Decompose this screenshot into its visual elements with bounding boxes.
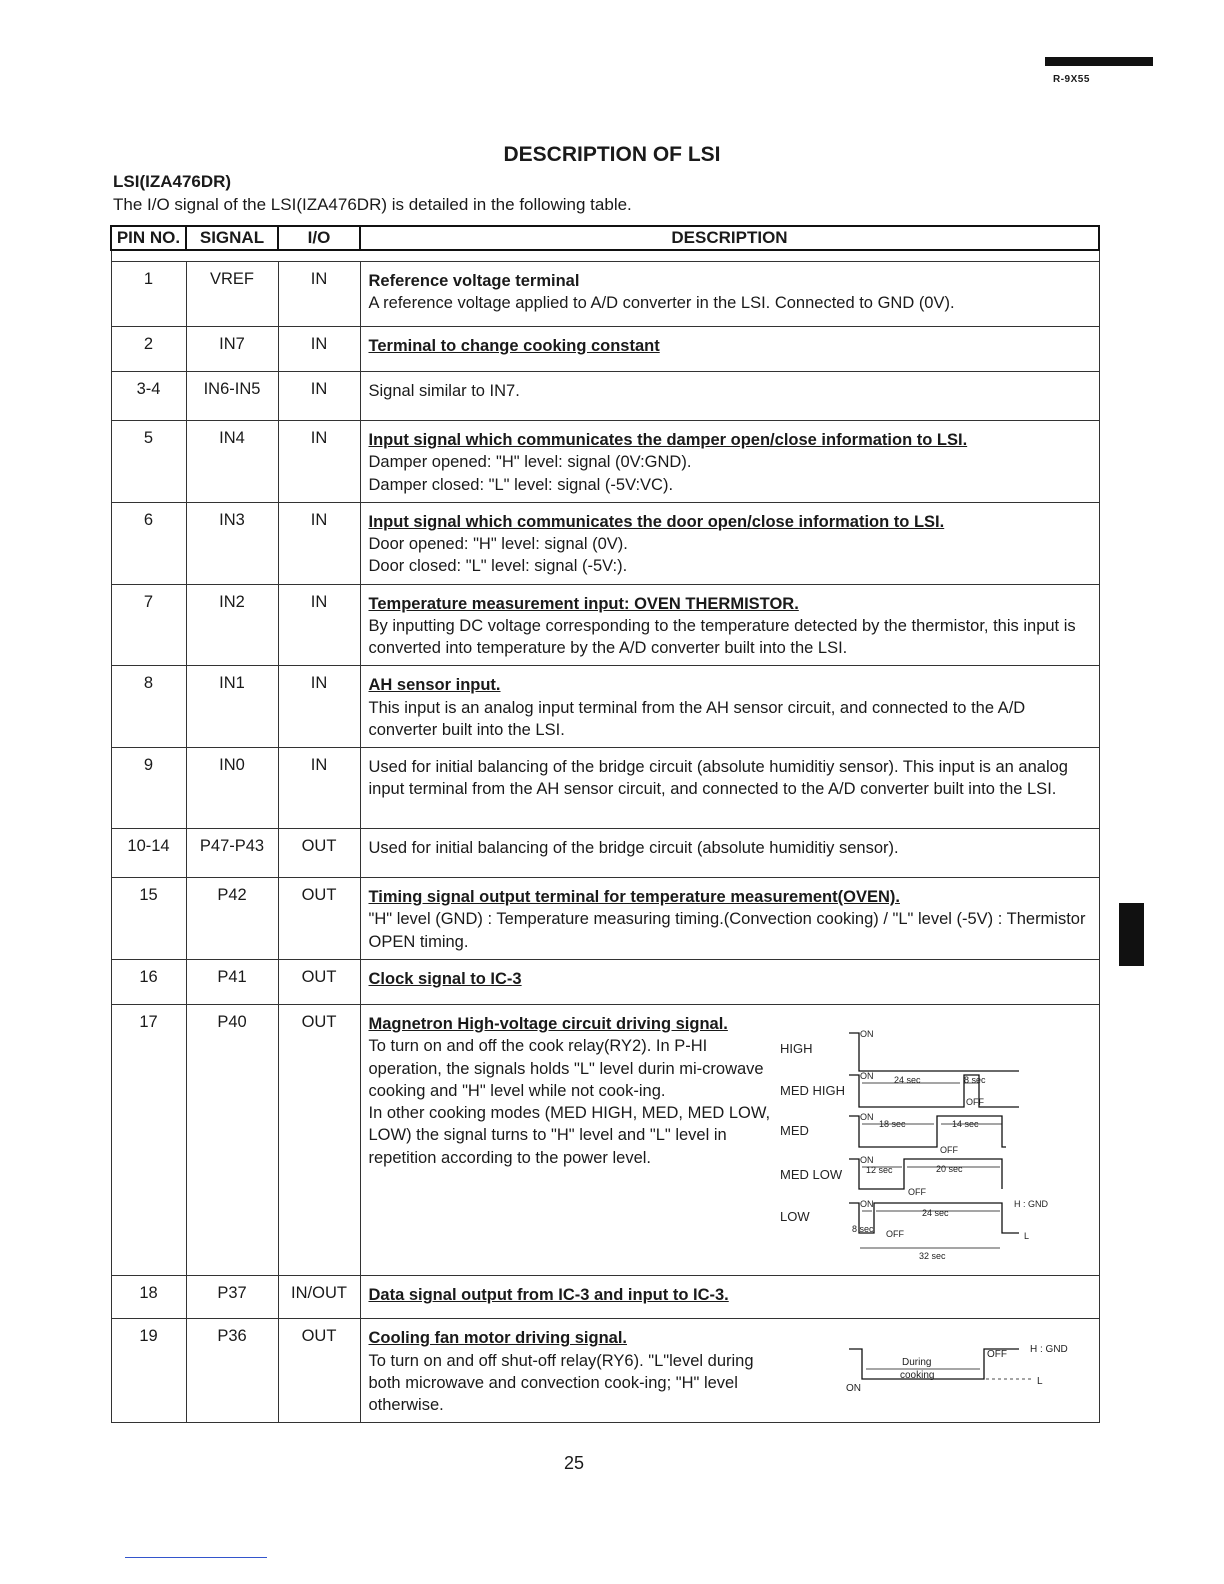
page-title: DESCRIPTION OF LSI <box>503 143 721 166</box>
fan-timing-chart <box>774 1327 1074 1397</box>
pin-cell: 15 <box>111 878 186 960</box>
signal-cell: IN2 <box>186 584 278 666</box>
io-cell: IN <box>278 327 360 372</box>
timing-on-label: ON <box>859 1070 873 1081</box>
pin-cell: 16 <box>111 959 186 1004</box>
description-cell <box>360 878 1099 960</box>
description-cell <box>360 262 1099 327</box>
row-heading: Reference voltage terminal <box>368 272 580 290</box>
io-cell: OUT <box>278 878 360 960</box>
signal-cell: IN6-IN5 <box>186 372 278 421</box>
col-header-signal: SIGNAL <box>186 226 278 250</box>
row-heading: Magnetron High-voltage circuit driving signal. <box>368 1014 728 1033</box>
timing-value: 32 sec <box>918 1250 946 1261</box>
pin-cell: 8 <box>111 666 186 748</box>
io-cell: IN <box>278 748 360 829</box>
io-cell: IN <box>278 262 360 327</box>
pin-cell: 5 <box>111 421 186 503</box>
signal-cell: P47-P43 <box>186 829 278 878</box>
row-heading: Timing signal output terminal for temperature measurement(OVEN). <box>368 888 900 907</box>
side-tab-marker <box>1119 903 1144 966</box>
table-row <box>111 959 1099 1004</box>
io-cell: IN <box>278 372 360 421</box>
signal-cell: P42 <box>186 878 278 960</box>
model-number: R-9X55 <box>1053 74 1090 85</box>
timing-off-label: OFF <box>965 1096 984 1107</box>
timing-h-gnd: H : GND <box>1013 1198 1048 1209</box>
section-subtitle: LSI(IZA476DR) <box>113 172 232 191</box>
bottom-rule <box>125 1557 267 1558</box>
signal-cell: P36 <box>186 1319 278 1423</box>
row-text: To turn on and off shut-off relay(RY6). "L"level during both microwave and convection cook-ing; "H" level otherwise. <box>368 1351 754 1415</box>
row-heading: Cooling fan motor driving signal. <box>368 1329 627 1348</box>
pin-cell: 18 <box>111 1276 186 1319</box>
description-cell <box>360 1276 1099 1319</box>
fan-l: L <box>1036 1376 1043 1388</box>
row-heading: Data signal output from IC-3 and input to IC-3. <box>368 1286 729 1305</box>
row-heading: AH sensor input. <box>368 676 501 695</box>
pin-cell: 3-4 <box>111 372 186 421</box>
pin-cell: 6 <box>111 502 186 584</box>
col-header-io: I/O <box>278 226 360 250</box>
row-text: A reference voltage applied to A/D converter in the LSI. Connected to GND (0V). <box>368 294 955 313</box>
timing-value: 20 sec <box>935 1163 963 1174</box>
fan-h-gnd: H : GND <box>1029 1344 1068 1356</box>
row-heading: Input signal which communicates the door open/close information to LSI. <box>368 512 945 531</box>
pin-cell: 9 <box>111 748 186 829</box>
row-text: By inputting DC voltage corresponding to the temperature detected by the thermistor, this input is converted into temperature by the A/D converter built into the LSI. <box>368 616 1076 658</box>
description-cell <box>360 1319 1099 1423</box>
description-cell <box>360 666 1099 748</box>
timing-level-high: HIGH <box>779 1040 812 1056</box>
row-text: "H" level (GND) : Temperature measuring timing.(Convection cooking) / "L" level (-5V) : Thermistor OPEN timing. <box>368 910 1086 951</box>
fan-off-label: OFF <box>986 1349 1007 1361</box>
timing-on-label: ON <box>859 1028 873 1039</box>
table-row <box>111 327 1099 372</box>
timing-on-label: ON <box>859 1111 873 1122</box>
table-row <box>111 372 1099 421</box>
table-row <box>111 748 1099 829</box>
signal-cell: IN1 <box>186 666 278 748</box>
row-text: Damper closed: "L" level: signal (-5V:VC). <box>368 475 674 494</box>
signal-cell: P37 <box>186 1276 278 1319</box>
timing-value: 8 sec <box>851 1223 874 1234</box>
row-text: This input is an analog input terminal from the AH sensor circuit, and connected to the A/D converter built into the LSI. <box>368 698 1026 739</box>
description-cell <box>360 421 1099 503</box>
timing-on-label: ON <box>859 1198 873 1209</box>
table-row <box>111 1276 1099 1319</box>
fan-during-label: During <box>901 1357 931 1369</box>
pin-cell: 1 <box>111 262 186 327</box>
timing-level-med-high: MED HIGH <box>779 1082 845 1098</box>
row-heading: Input signal which communicates the damper open/close information to LSI. <box>368 431 968 449</box>
pin-cell: 2 <box>111 327 186 372</box>
table-row <box>111 1004 1099 1275</box>
signal-cell: IN7 <box>186 327 278 372</box>
timing-value: 14 sec <box>951 1118 979 1129</box>
io-cell: OUT <box>278 829 360 878</box>
intro-text: The I/O signal of the LSI(IZA476DR) is detailed in the following table. <box>113 195 632 214</box>
page-number: 25 <box>563 1453 585 1473</box>
timing-l: L <box>1023 1230 1029 1241</box>
row-text: To turn on and off the cook relay(RY2). In P-HI operation, the signals holds "L" level durin mi-crowave cooking and "H" level while not cook-ing. <box>368 1037 764 1100</box>
row-heading: Temperature measurement input: OVEN THERMISTOR. <box>368 594 799 613</box>
signal-cell: P40 <box>186 1004 278 1275</box>
io-cell: IN/OUT <box>278 1276 360 1319</box>
fan-cooking-label: cooking <box>899 1370 934 1382</box>
timing-value: 8 sec <box>963 1074 986 1085</box>
timing-value: 12 sec <box>865 1164 893 1175</box>
lsi-table <box>110 225 1100 1423</box>
timing-value: 24 sec <box>893 1074 921 1085</box>
timing-level-med-low: MED LOW <box>779 1166 842 1182</box>
timing-off-label: OFF <box>907 1186 926 1197</box>
signal-cell: IN0 <box>186 748 278 829</box>
col-header-description: DESCRIPTION <box>360 226 1099 250</box>
magnetron-timing-chart <box>774 1013 1074 1263</box>
description-cell <box>360 829 1099 878</box>
table-header-row <box>111 226 1099 250</box>
timing-level-med: MED <box>779 1122 809 1138</box>
signal-cell: VREF <box>186 262 278 327</box>
table-row <box>111 829 1099 878</box>
row-text: Used for initial balancing of the bridge circuit (absolute humiditiy sensor). <box>368 839 899 858</box>
description-cell <box>360 1004 1099 1275</box>
timing-value: 24 sec <box>921 1207 949 1218</box>
table-row <box>111 502 1099 584</box>
timing-off-label: OFF <box>885 1228 904 1239</box>
io-cell: OUT <box>278 1004 360 1275</box>
pin-cell: 7 <box>111 584 186 666</box>
header-bar <box>1045 57 1153 66</box>
row-text: Door opened: "H" level: signal (0V). <box>368 535 628 554</box>
row-text: In other cooking modes (MED HIGH, MED, MED LOW, LOW) the signal turns to "H" level and "L" level in repetition according to the power level. <box>368 1104 771 1167</box>
table-row <box>111 878 1099 960</box>
row-text: Damper opened: "H" level: signal (0V:GND). <box>368 453 692 472</box>
row-heading: Terminal to change cooking constant <box>368 337 660 355</box>
io-cell: IN <box>278 584 360 666</box>
signal-cell: IN4 <box>186 421 278 503</box>
description-cell <box>360 372 1099 421</box>
signal-cell: IN3 <box>186 502 278 584</box>
row-text: Used for initial balancing of the bridge circuit (absolute humiditiy sensor). This input is an analog input terminal from the AH sensor circuit, and connected to the A/D converter built into the LSI. <box>368 758 1068 799</box>
col-header-pin: PIN NO. <box>111 226 186 250</box>
table-row <box>111 262 1099 327</box>
io-cell: OUT <box>278 1319 360 1423</box>
timing-level-low: LOW <box>779 1208 810 1224</box>
description-cell <box>360 959 1099 1004</box>
pin-cell: 17 <box>111 1004 186 1275</box>
pin-cell: 10-14 <box>111 829 186 878</box>
table-row <box>111 421 1099 503</box>
signal-cell: P41 <box>186 959 278 1004</box>
io-cell: IN <box>278 421 360 503</box>
fan-on-label: ON <box>845 1383 861 1395</box>
table-row <box>111 1319 1099 1423</box>
pin-cell: 19 <box>111 1319 186 1423</box>
table-row <box>111 584 1099 666</box>
timing-value: 18 sec <box>878 1118 906 1129</box>
row-text: Signal similar to IN7. <box>368 382 520 400</box>
io-cell: IN <box>278 666 360 748</box>
description-cell <box>360 584 1099 666</box>
description-cell <box>360 748 1099 829</box>
table-row <box>111 666 1099 748</box>
description-cell <box>360 327 1099 372</box>
description-cell <box>360 502 1099 584</box>
row-heading: Clock signal to IC-3 <box>368 969 522 988</box>
io-cell: IN <box>278 502 360 584</box>
io-cell: OUT <box>278 959 360 1004</box>
row-text: Door closed: "L" level: signal (-5V:). <box>368 557 628 576</box>
timing-off-label: OFF <box>939 1144 958 1155</box>
timing-on-label: ON <box>859 1154 873 1165</box>
